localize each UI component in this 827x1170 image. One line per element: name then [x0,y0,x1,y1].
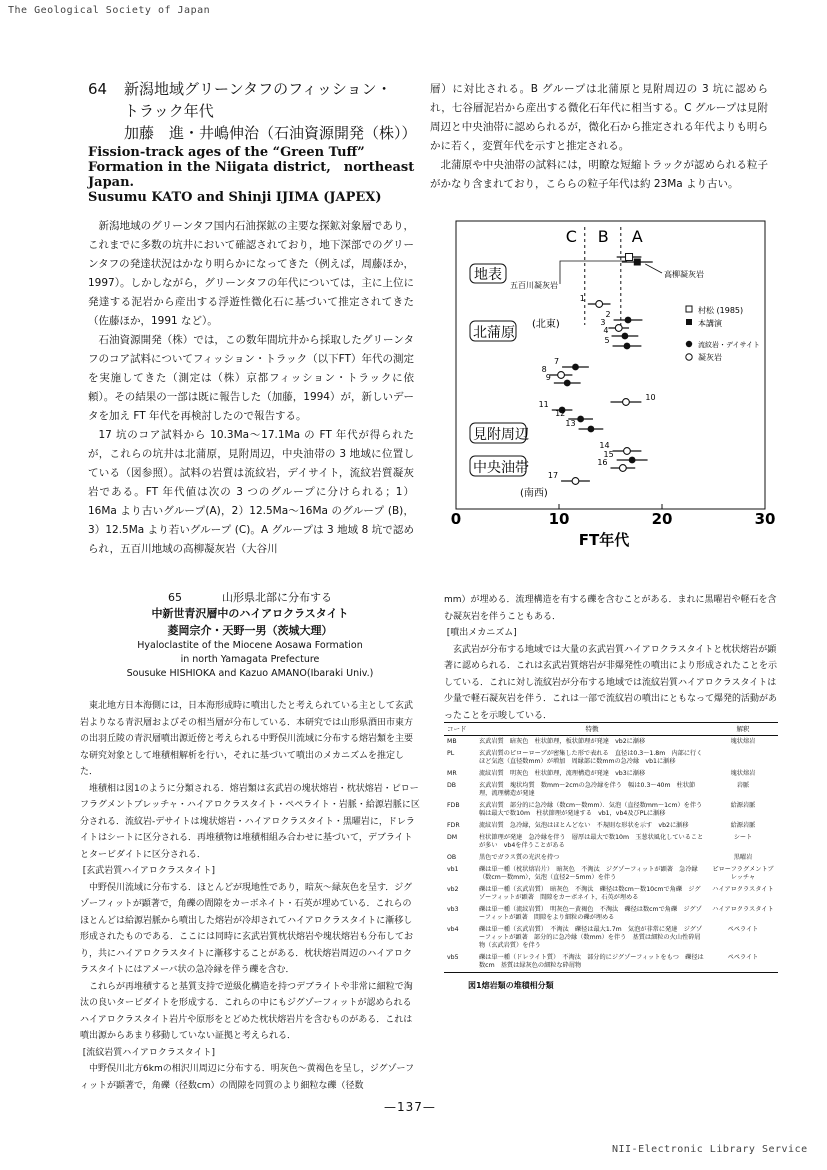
data-point [577,416,584,423]
table-cell: ハイアロクラスタイト [712,906,774,913]
table-cell: 礫は単一種（枕状熔岩片） 暗灰色 不淘汰 ジグゾーフィットが顕著 急冷縁（数cm～数mm），気泡（直径2～5mm）を伴う [479,866,698,881]
data-point [624,448,631,455]
table-row [444,820,778,832]
paragraph: 新潟地域のグリーンタフ国内石油探鉱の主要な探鉱対象層であり，これまでに多数の坑井において確認されており，地下深部でのグリーンタフの発達状況はかなり明らかになってきた（例えば，周藤ほか，1997）。しかしながら，グリーンタフの年代については，主に上位に発達する泥岩から産出する浮遊性微化石に基づいて推定されてきた（佐藤ほか，1991 など）。 [88,220,414,327]
table-cell: 塊状熔岩 [730,770,756,777]
x-axis-ticks [451,504,776,528]
legend-label: 村松 (1985) [698,306,744,315]
paragraph: 堆積相は図1のように分類される．熔岩類は玄武岩の塊状熔岩・枕状熔岩・ピローフラグメントブレッチャ・ハイアロクラスタイト・ペペライト・岩脈・給源岩脈に区分される．流紋岩-デサイトは塊状熔岩・ハイアロクラスタイト・黒曜岩に，ドレライトはシートに区分される．再堆積物は堆積相組み合わせに基づいて，デブライトとタービダイトに区分される． [80,783,420,860]
data-point [596,301,603,308]
table-cell: vb1 [447,866,459,873]
paragraph: 石油資源開発（株）では，この数年間坑井から採取したグリーンタフのコア試料についてフィッション・トラック（以下FT）年代の測定を実施してきた（測定は（株）京都フィッション・トラックに依頼）。その結果の一部は既に報告した（加藤，1994）が，新しいデータを加え FT 年代を再検討したので報告する。 [88,334,414,422]
point-label: 2 [605,310,611,319]
table-cell: 礫は単一種（玄武岩質） 暗灰色 不淘汰 礫径は数cm～数10cmで角礫 ジグゾーフィットが顕著 間隙をカーボネイト，石英が埋める [479,886,701,901]
library-footer: NII-Electronic Library Service [612,1144,808,1155]
table-cell: MR [447,770,457,777]
region-label-mitsuke: 見附周辺 [473,427,529,443]
paragraph: これらが再堆積すると基質支持で逆級化構造を持つデブライトや非常に細粒で淘汰の良いタービダイトを形成する．これらの中にもジグゾーフィットが認められるハイアロクラスタイト岩片や原形をとどめた枕状熔岩片を含むものがある．これは噴出源からあまり移動していない証拠と考えられる． [80,981,413,1041]
region-label-kitakanbara: 北蒲原 [473,325,515,341]
legend-open-square-icon [686,306,692,312]
paragraph: 層）に対比される。B グループは北蒲原と見附周辺の 3 坑に認められ，七谷層泥岩から産出する微化石年代に相当する。C グループは見附周辺と中央油帯に認められるが，微化石から推定される年代よりも明らかに若く，変質年代を示すと推定される。 [430,83,768,152]
table-cell: 給源岩脈 [730,822,756,829]
point-label: 7 [553,357,560,366]
table-cell: 岩脈 [736,782,750,789]
table-cell: vb4 [447,926,459,933]
table-cell: PL [447,750,455,757]
paragraph: mm）が埋める．流理構造を有する礫を含むことがある．まれに黒曜岩や軽石を含む凝灰岩を伴うこともある． [444,595,777,622]
point-label: 8 [541,365,547,374]
article-65-body-cont [444,592,784,724]
legend-filled-square-icon [686,319,692,325]
paragraph: 北蒲原や中央油帯の試料には，明瞭な短縮トラックが認められる粒子がかなり含まれており，こららの粒子年代は約 23Ma より古い。 [430,159,768,190]
article-64-english-title: Fission-track ages of the “Green Tuff” Formation in the Niigata district, northeast Japan. Susumu KATO and Shinji IJIMA (JAPEX) [88,145,433,205]
table-cell: vb2 [447,886,459,893]
page-number: —137— [384,1100,436,1114]
table-cell: ピローフラグメントブレッチャ [712,866,774,881]
paragraph: 中野俣川流域に分布する．ほとんどが現地性であり，暗灰～緑灰色を呈す．ジグゾーフィットが顕著で，角礫の間隙をカーボネイト・石英が埋めている．これらのほとんどは給源岩脈から噴出した熔岩が冷却されてハイアロクラスタイトに漸移し形成されたものである．ここには同時に玄武岩質枕状熔岩や塊状熔岩も分布しており，共にハイアロクラスタイトに漸移することがある．枕状熔岩周辺のハイアロクラスタイトにはアメーバ状の急冷縁を伴う礫を含む． [80,882,414,975]
leader-line [560,261,627,284]
group-label-a: A [631,227,643,246]
table-cell: DB [447,782,457,789]
point-label: 4 [603,326,609,335]
article-64-number: 64 [88,80,108,98]
ft-age-chart [440,215,785,555]
group-label-c: C [565,227,577,246]
table-caption: 図1熔岩類の堆積相分類 [468,981,554,990]
table-cell: 礫は単一種（玄武岩質） 不淘汰 礫径は最大1.7m 気泡が非常に発達 ジグゾーフィットが顕著 部分的に急冷縁（数mm）を伴う 基質は細粒の火山性砕屑物（玄武岩質）を伴う [479,926,703,949]
point-label: 9 [545,373,551,382]
data-point [619,465,626,472]
table-cell: 玄武岩質のピローローブが密集した形で表れる 直径は0.3～1.8m 内部に行くほど気泡（直径数mm）が増加 周縁部に数mmの急冷縁 vb1に漸移 [479,750,703,765]
table-cell: 礫は単一種（流紋岩質） 明灰色～黄褐色 不淘汰 礫径は数cmで角礫 ジグゾーフィットが顕著 間隙をより細粒の礫が埋める [479,906,702,921]
table-row [444,864,778,884]
article-64-authors-en: Susumu KATO and Shinji IJIMA (JAPEX) [88,190,382,205]
article-64-title-cont: トラック年代 [124,102,214,120]
data-point [572,364,579,371]
region-label-chuo-yutai: 中央油帯 [473,460,529,476]
table-cell: 玄武岩質 暗灰色 柱状節理，板状節理が発達 vb2に漸移 [479,738,646,745]
table-cell: 玄武岩質 塊状均質 数mm～2cmの急冷縁を伴う 幅は0.3～40m 柱状節理，流理構造が発達 [479,782,696,797]
x-tick-label: 30 [754,510,776,528]
point-label: 13 [565,419,576,428]
table-row [444,736,778,749]
facies-table-wrap [444,722,778,991]
article-64-title: 64 新潟地域グリーンタフのフィッション・ [88,80,392,98]
data-point [588,426,595,433]
table-row [444,884,778,904]
paragraph: 17 坑のコア試料から 10.3Ma～17.1Ma の FT 年代が得られたが，これらの坑井は北蒲原，見附周辺，中央油帯の 3 地域に位置している（図参照）。試料の岩質は流紋岩，デイサイト，流紋岩質凝灰岩である。FT 年代値は次の 3 つのグループに分けられる；1）16Ma より古いグループ(A)，2）12.5Ma～16Ma のグループ (B)，3）12.5Ma より若いグループ (C)。A グループは 3 地域 8 坑で認められ，五百川地域の高柳凝灰岩（大谷川 [88,429,414,555]
sub-label-southwest: (南西) [520,488,548,499]
article-65-title-ja: 65 山形県北部に分布する [168,591,332,604]
label-leaders [560,261,662,284]
table-cell: 流紋岩質 急冷縁，気泡はほとんどない 不規則な形状を示す vb2に漸移 [479,822,689,829]
group-label-b: B [597,227,609,246]
table-row [444,832,778,852]
table-cell: FDB [447,802,460,809]
sub-label-takayanagi-tuff: 高柳凝灰岩 [664,270,704,279]
data-point [572,478,579,485]
legend-label: 流紋岩・デイサイト [698,341,761,349]
leader-line [645,264,662,273]
article-65-authors-ja: 菱岡宗介・天野一男（茨城大理） [167,624,333,637]
table-cell: 柱状節理が発達 急冷縁を伴う 層厚は最大で数10m 玉葱状風化していることが多い vb4を伴うことがある [479,834,704,849]
point-label: 11 [538,400,549,409]
data-point [629,457,636,464]
table-cell: ペペライト [708,952,778,973]
data-point [622,333,629,340]
table-cell: 流紋岩質 明灰色 柱状節理，流理構造が発達 vb3に漸移 [479,770,646,777]
data-point [558,372,565,379]
point-label: 1 [579,294,585,303]
article-65-title-ja-2: 中新世青沢層中のハイアロクラスタイト [151,607,349,620]
table-row [444,748,778,768]
table-cell: 給源岩脈 [730,802,756,809]
table-cell: 黒色でガラス質の光沢を持つ [479,854,560,861]
table-cell: 黒曜岩 [733,854,753,861]
sub-label-iokawa-tuff: 五百川凝灰岩 [510,281,558,290]
table-row [444,768,778,780]
table-row [444,800,778,820]
data-point [626,254,633,261]
table-cell: 玄武岩質 部分的に急冷縁（数cm～数mm）．気泡（直径数mm～1cm）を伴う 幅は最大で数10m 柱状節理が発達する vb1，vb4及びPLに漸移 [479,802,709,817]
x-tick-label: 0 [450,510,462,528]
x-tick-label: 20 [651,510,673,528]
table-row [444,780,778,800]
table-cell: ペペライト [727,926,759,933]
legend-open-circle-icon [686,354,692,360]
legend-label: 凝灰岩 [698,353,722,362]
section-heading: [玄武岩質ハイアロクラスタイト] [82,866,215,876]
table-cell: OB [447,854,457,861]
point-label: 10 [645,393,656,402]
table-row [444,952,778,973]
data-point [625,317,632,324]
article-64-body [88,217,414,559]
point-label: 15 [603,450,614,459]
section-heading: [流紋岩質ハイアロクラスタイト] [82,1047,215,1058]
journal-header: The Geological Society of Japan [8,5,211,16]
table-row [444,924,778,952]
table-cell: シート [733,834,753,841]
table-body [444,736,778,973]
point-label: 3 [600,318,606,327]
table-cell: FDR [447,822,460,829]
paragraph: 中野俣川北方6kmの相沢川周辺に分布する．明灰色～黄褐色を呈し，ジグゾーフィットが顕著で，角礫（径数cm）の間隙を同質のより細粒な礫（径数 [80,1064,415,1091]
table-cell: vb3 [447,906,459,913]
table-row [444,904,778,924]
table-header-cell: コード [444,723,476,736]
table-cell: 塊状熔岩 [730,738,756,745]
table-cell: vb5 [444,952,476,973]
article-64-heading [88,78,428,144]
article-65-authors-en: Sousuke HISHIOKA and Kazuo AMANO(Ibaraki Univ.) [126,668,374,679]
region-label-surface: 地表 [474,267,502,283]
section-heading: [噴出メカニズム] [446,628,517,638]
point-label: 12 [555,409,566,418]
paragraph: 玄武岩が分布する地域では大量の玄武岩質ハイアロクラスタイトと枕状熔岩が顕著に認められる．これは玄武岩質熔岩が非爆発性の噴出により形成されたことを示している．これに対し流紋岩が分布する地域では流紋岩質ハイアロクラスタイトは少量で軽石凝灰岩を伴う．これは一部で流紋岩の噴出にともなって爆発的活動があったことを示唆している． [444,644,778,721]
article-65-title-en: Hyaloclastite of the Miocene Aosawa Formation [137,640,363,651]
point-label: 16 [597,458,608,467]
data-point [634,259,641,266]
article-65-title-en-2: in north Yamagata Prefecture [180,654,320,665]
table-header-cell: 特徴 [476,723,708,736]
data-point [623,399,630,406]
article-65-heading [80,590,420,681]
paragraph: 東北地方日本海側には，日本海形成時に噴出したと考えられている主として玄武岩よりなる青沢層およびその相当層が分布している．本研究では山形県酒田市東方の出羽丘陵の青沢層噴出源近傍と考えられる中野俣川流域に分布する熔岩類を主要な研究対象として堆積相解析を行い，それに基づいて噴出のメカニズムを推定した． [80,701,414,777]
table-header-cell: 解釈 [708,723,778,736]
table-cell: ハイアロクラスタイト [712,886,774,893]
data-point [624,343,631,350]
sub-label-northeast: (北東) [532,319,560,330]
table-cell: MB [447,738,457,745]
facies-table [444,722,778,973]
table-row [444,852,778,864]
x-axis-label: FT年代 [578,531,630,549]
point-label: 14 [599,441,610,450]
data-point [615,325,622,332]
article-65-number: 65 [168,591,182,604]
point-label: 17 [547,471,559,480]
article-65-body [80,698,420,1094]
table-cell [708,748,778,768]
article-64-body-cont [430,80,768,194]
table-cell: 礫は単一種（ドレライト質） 不淘汰 部分的にジグゾーフィットをもつ 礫径は数cm 基質は緑灰色の細粒な砕屑物 [476,952,708,973]
article-64-authors-ja: 加藤 進・井嶋伸治（石油資源開発（株）） [124,124,417,142]
point-label: 5 [604,336,610,345]
x-tick-label: 10 [548,510,570,528]
legend-filled-circle-icon [686,341,692,347]
legend-label: 本講演 [698,319,722,328]
table-header-row [444,723,778,736]
table-cell: DM [447,834,458,841]
data-point [564,380,571,387]
